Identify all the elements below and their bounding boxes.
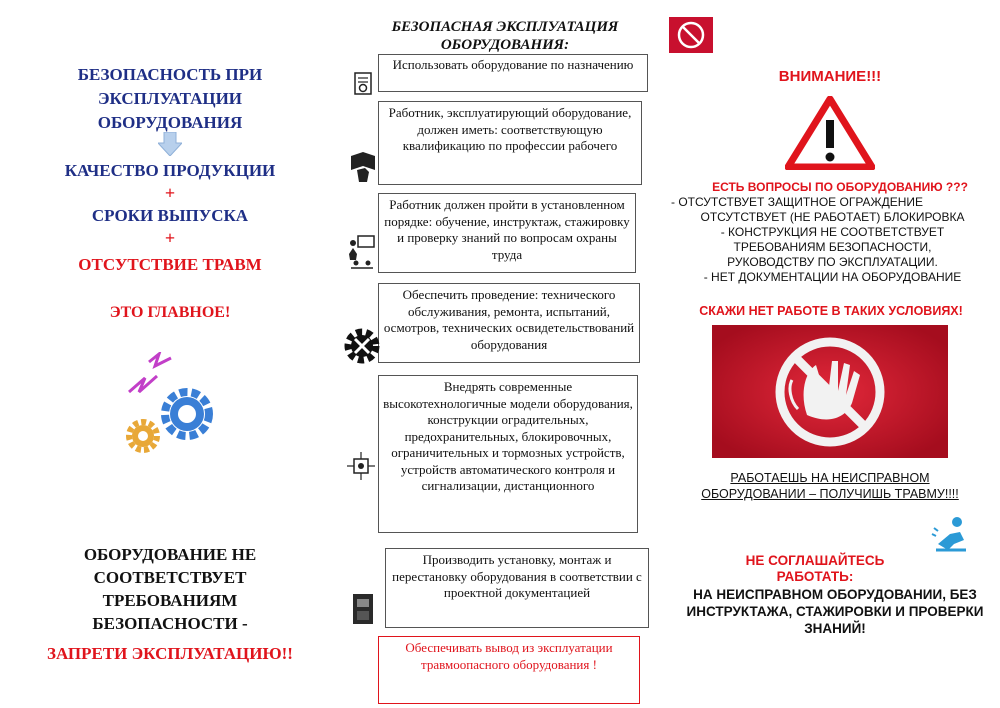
attention-label: ВНИМАНИЕ!!! [778, 68, 882, 85]
question-item: - НЕТ ДОКУМЕНТАЦИИ НА ОБОРУДОВАНИЕ [703, 270, 962, 284]
say-no-label: СКАЖИ НЕТ РАБОТЕ В ТАКИХ УСЛОВИЯХ! [699, 304, 963, 318]
instruction-box-2: Работник, эксплуатирующий оборудование, должен иметь: соответствующую квалификацию по профессии рабочего [378, 101, 642, 185]
questions-list [665, 195, 1000, 285]
faulty-equipment-warning: РАБОТАЕШЬ НА НЕИСПРАВНОМ ОБОРУДОВАНИИ – ПОЛУЧИШЬ ТРАВМУ!!!! [701, 471, 959, 501]
instruction-box-6: Производить установку, монтаж и перестановку оборудования в соответствии с проектной документацией [385, 548, 649, 628]
middle-title: БЕЗОПАСНАЯ ЭКСПЛУАТАЦИЯ ОБОРУДОВАНИЯ: [391, 19, 619, 53]
teacher-board-icon [346, 234, 378, 270]
no-hand-sign-icon [669, 17, 713, 53]
question-item: - ОТСУТСТВУЕТ ЗАЩИТНОЕ ОГРАЖДЕНИЕ [671, 195, 924, 209]
injured-person-icon [930, 514, 970, 554]
instruction-box-3: Работник должен пройти в установленном порядке: обучение, инструктаж, стажировку и проверку знаний по вопросам охраны труда [378, 193, 636, 273]
question-item: РУКОВОДСТВУ ПО ЭКСПЛУАТАЦИИ. [727, 255, 938, 269]
question-item: ТРЕБОВАНИЯМ БЕЗОПАСНОСТИ, [733, 240, 932, 254]
warning-triangle-icon [785, 96, 875, 170]
final-warning: НА НЕИСПРАВНОМ ОБОРУДОВАНИИ, БЕЗ ИНСТРУКТАЖА, СТАЖИРОВКИ И ПРОВЕРКИ ЗНАНИЙ! [686, 587, 984, 636]
machine-icon [350, 592, 376, 626]
ban-operation-text: ЗАПРЕТИ ЭКСПЛУАТАЦИЮ!! [47, 644, 293, 663]
questions-label: ЕСТЬ ВОПРОСЫ ПО ОБОРУДОВАНИЮ ??? [712, 180, 968, 194]
chip-icon [345, 450, 377, 482]
question-item: ОТСУТСТВУЕТ (НЕ РАБОТАЕТ) БЛОКИРОВКА [700, 210, 965, 224]
gears-icon [115, 352, 225, 462]
instruction-box-1: Использовать оборудование по назначению [378, 54, 648, 92]
instruction-box-5: Внедрять современные высокотехнологичные модели оборудования, конструкции оградительных, предохранительных, блокировочных, ограничительных и тормозных устройств, устройств автоматического контроля и сигнализации, дистанционного [378, 375, 638, 533]
main-thing-label: ЭТО ГЛАВНОЕ! [109, 304, 231, 321]
left-title: БЕЗОПАСНОСТЬ ПРИ ЭКСПЛУАТАЦИИ ОБОРУДОВАНИЯ [77, 65, 263, 132]
no-injuries-label: ОТСУТСТВИЕ ТРАВМ [78, 255, 262, 274]
document-gear-icon [350, 70, 378, 98]
question-item: - КОНСТРУКЦИЯ НЕ СООТВЕТСТВУЕТ [720, 225, 945, 239]
non-compliant-text: ОБОРУДОВАНИЕ НЕ СООТВЕТСТВУЕТ ТРЕБОВАНИЯМ БЕЗОПАСНОСТИ - [83, 545, 257, 633]
dont-agree-label: НЕ СОГЛАШАЙТЕСЬ РАБОТАТЬ: [745, 553, 885, 584]
prohibition-sign-image [712, 325, 948, 458]
instruction-box-4: Обеспечить проведение: технического обслуживания, ремонта, испытаний, осмотров, технических освидетельствований оборудования [378, 283, 640, 363]
deadlines-label: СРОКИ ВЫПУСКА [91, 206, 249, 225]
quality-label: КАЧЕСТВО ПРОДУКЦИИ [64, 161, 276, 180]
maintenance-gear-icon [342, 326, 382, 366]
plus-sign: + [164, 183, 176, 203]
instruction-box-7: Обеспечивать вывод из эксплуатации травмоопасного оборудования ! [378, 636, 640, 704]
plus-sign: + [164, 228, 176, 248]
hand-book-icon [347, 148, 379, 184]
arrow-down-icon [158, 132, 182, 156]
